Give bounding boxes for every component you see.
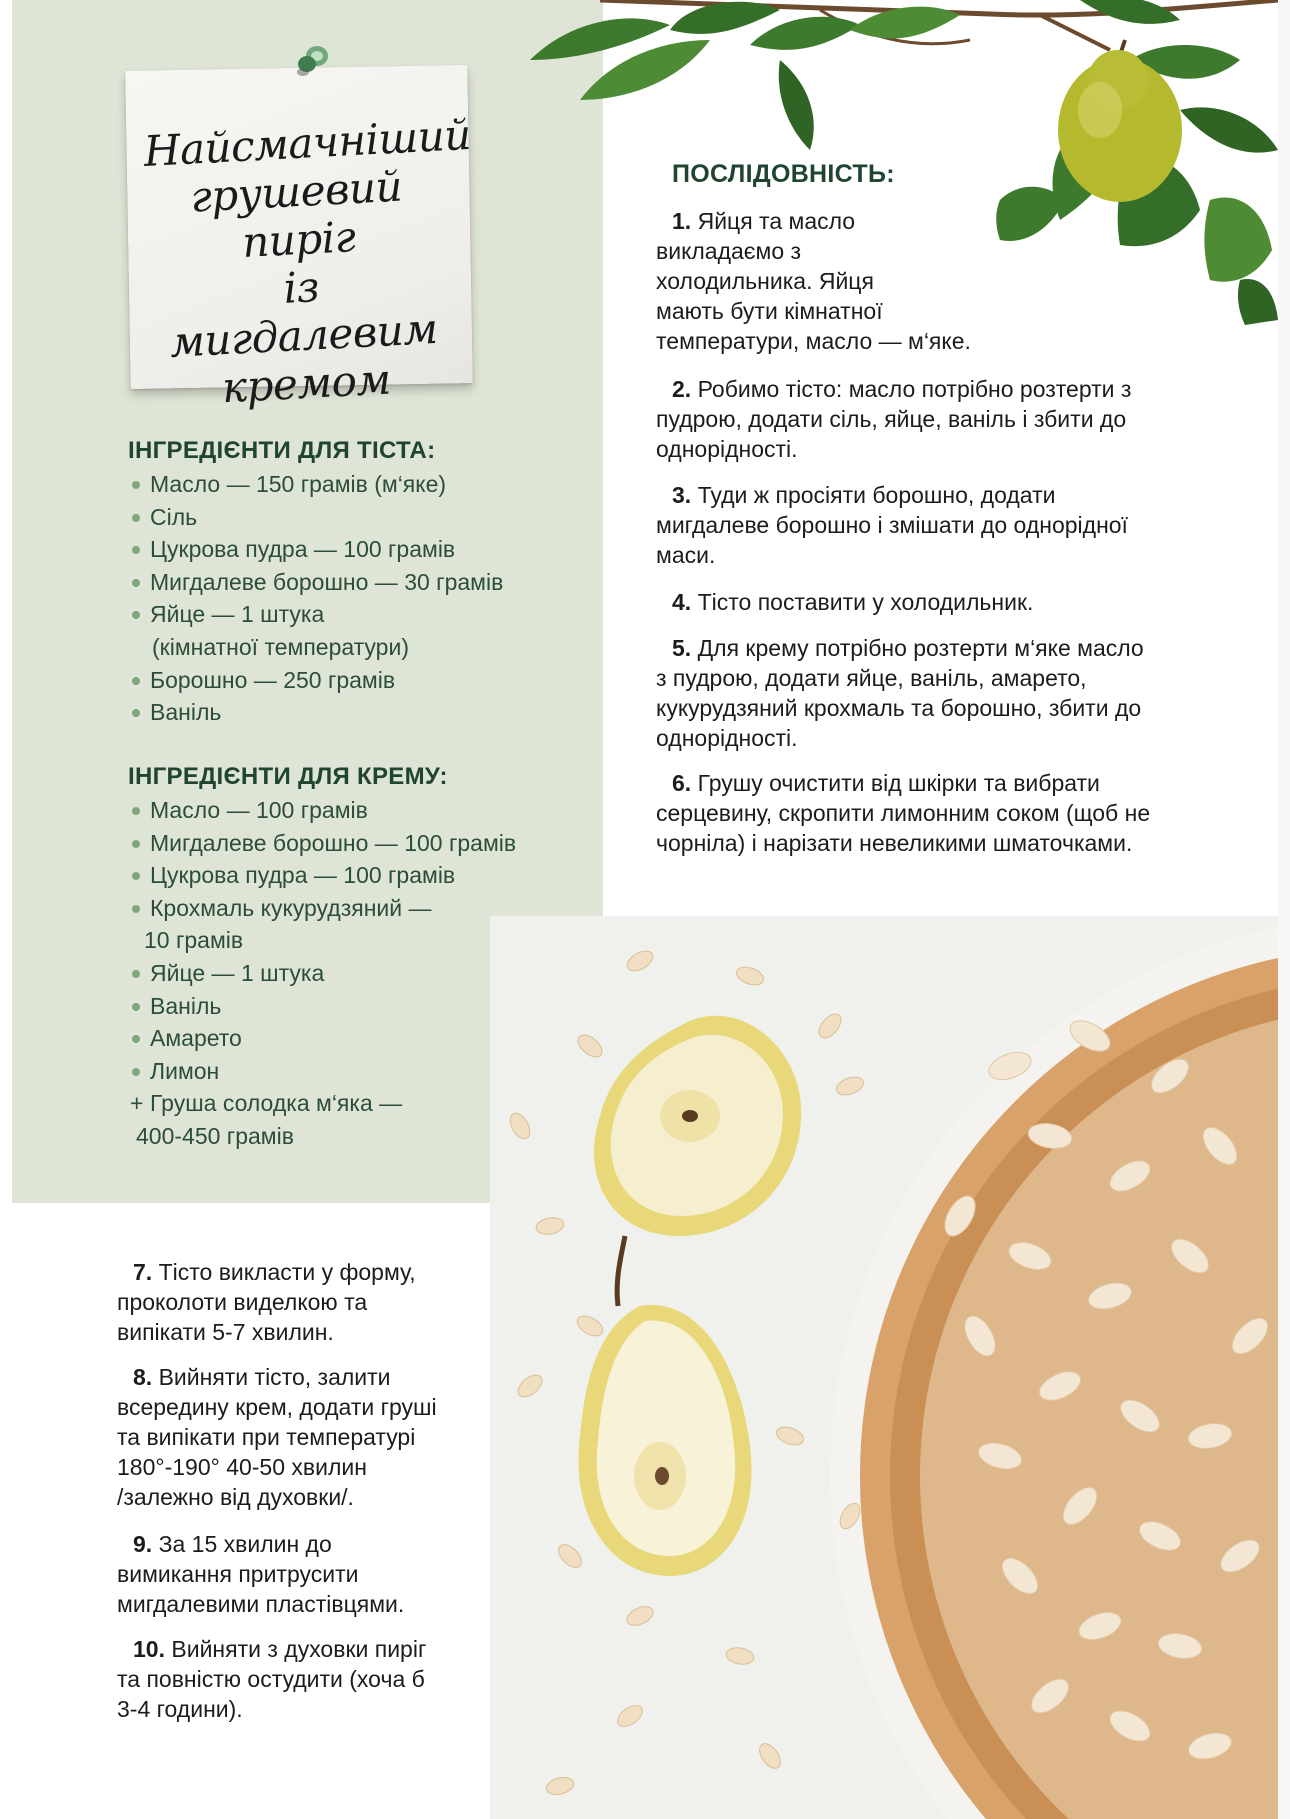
step-text: викладаємо з [656, 238, 802, 264]
step-number: 6. [672, 770, 692, 796]
step-text: мигдалевими пластівцями. [117, 1591, 405, 1617]
step-number: 8. [133, 1364, 153, 1390]
page-right-edge [1278, 0, 1290, 1819]
step-text: Грушу очистити від шкірки та вибрати [697, 770, 1100, 796]
step-10 [117, 1634, 426, 1724]
step-number: 2. [672, 376, 692, 402]
list-item: Мигдалеве борошно — 100 грамів [130, 827, 516, 860]
list-item: Масло — 150 грамів (м‘яке) [130, 468, 503, 501]
step-text: Вийняти з духовки пиріг [171, 1636, 427, 1662]
list-item-text: Груша солодка м‘яка — [150, 1090, 403, 1117]
list-item: Ваніль [130, 696, 503, 729]
step-text: /залежно від духовки/. [117, 1484, 354, 1510]
step-3 [656, 480, 1128, 570]
step-9 [117, 1529, 404, 1619]
list-item-continuation: (кімнатної температури) [152, 633, 409, 660]
step-text: Для крему потрібно розтерти м‘яке масло [697, 635, 1144, 661]
step-text: випікати 5-7 хвилин. [117, 1319, 334, 1345]
step-number: 5. [672, 635, 692, 661]
title-line: грушевий пиріг [189, 161, 404, 267]
step-1 [656, 206, 971, 356]
step-text: пудрою, додати сіль, яйце, ваніль і збити до [656, 406, 1127, 432]
pushpin-icon [293, 42, 331, 80]
step-text: проколоти виделкою та [117, 1289, 368, 1315]
step-text: вимикання притрусити [117, 1561, 359, 1587]
cream-ingredients-list [130, 794, 516, 1153]
list-item: Яйце — 1 штука [130, 598, 503, 631]
step-text: всередину крем, додати груші [117, 1394, 437, 1420]
list-item: Лимон [130, 1055, 516, 1088]
list-item: Амарето [130, 1022, 516, 1055]
plus-sign: + [130, 1090, 144, 1117]
step-number: 7. [133, 1259, 153, 1285]
step-text: Туди ж просіяти борошно, додати [697, 482, 1056, 508]
list-item-continuation: 400-450 грамів [136, 1122, 294, 1149]
title-line: кремом [220, 354, 392, 413]
step-4 [656, 587, 1033, 617]
step-text: однорідності. [656, 725, 798, 751]
list-item: Сіль [130, 501, 503, 534]
list-item: Масло — 100 грамів [130, 794, 516, 827]
step-text: Вийняти тісто, залити [158, 1364, 391, 1390]
step-text: з пудрою, додати яйце, ваніль, амарето, [656, 665, 1087, 691]
list-item [130, 1087, 516, 1120]
step-text: За 15 хвилин до [158, 1531, 332, 1557]
steps-heading: ПОСЛІДОВНІСТЬ: [672, 160, 895, 188]
step-7 [117, 1257, 416, 1347]
step-text: кукурудзяний крохмаль та борошно, збити до [656, 695, 1142, 721]
step-2 [656, 374, 1131, 464]
list-item: Ваніль [130, 990, 516, 1023]
list-item-continuation: 10 грамів [144, 927, 244, 954]
recipe-title [142, 109, 472, 415]
step-text: Тісто поставити у холодильник. [697, 589, 1034, 615]
step-text: мигдалеве борошно і змішати до однорідної [656, 512, 1128, 538]
step-number: 1. [672, 208, 692, 234]
step-text: 3-4 години). [117, 1696, 243, 1722]
list-item: Крохмаль кукурудзяний — [130, 892, 516, 925]
step-text: серцевину, скропити лимонним соком (щоб не [656, 800, 1151, 826]
step-6 [656, 768, 1150, 858]
step-text: та повністю остудити (хоча б [117, 1666, 425, 1692]
step-number: 4. [672, 589, 692, 615]
step-text: Яйця та масло [697, 208, 856, 234]
pear-pie-photo [490, 916, 1278, 1819]
step-text: однорідності. [656, 436, 798, 462]
step-text: 180°-190° 40-50 хвилин [117, 1454, 367, 1480]
cream-heading: ІНГРЕДІЄНТИ ДЛЯ КРЕМУ: [128, 763, 448, 790]
step-text: Робимо тісто: масло потрібно розтерти з [697, 376, 1132, 402]
step-text: холодильника. Яйця [656, 268, 874, 294]
title-line: із мигдалевим [168, 262, 439, 367]
step-number: 9. [133, 1531, 153, 1557]
step-text: чорніла) і нарізати невеликими шматочками. [656, 830, 1133, 856]
step-5 [656, 633, 1144, 753]
list-item: Мигдалеве борошно — 30 грамів [130, 566, 503, 599]
step-number: 3. [672, 482, 692, 508]
step-text: мають бути кімнатної [656, 298, 883, 324]
step-number: 10. [133, 1636, 165, 1662]
step-text: Тісто викласти у форму, [158, 1259, 416, 1285]
step-8 [117, 1362, 437, 1512]
page-left-edge [0, 0, 12, 1819]
list-item: Борошно — 250 грамів [130, 664, 503, 697]
list-item: Цукрова пудра — 100 грамів [130, 533, 503, 566]
list-item: Цукрова пудра — 100 грамів [130, 859, 516, 892]
dough-heading: ІНГРЕДІЄНТИ ДЛЯ ТІСТА: [128, 437, 436, 464]
step-text: маси. [656, 542, 716, 568]
title-line: Найсмачніший [142, 109, 472, 176]
dough-ingredients-list [130, 468, 503, 729]
list-item: Яйце — 1 штука [130, 957, 516, 990]
step-text: та випікати при температурі [117, 1424, 416, 1450]
step-text: температури, масло — м‘яке. [656, 328, 971, 354]
